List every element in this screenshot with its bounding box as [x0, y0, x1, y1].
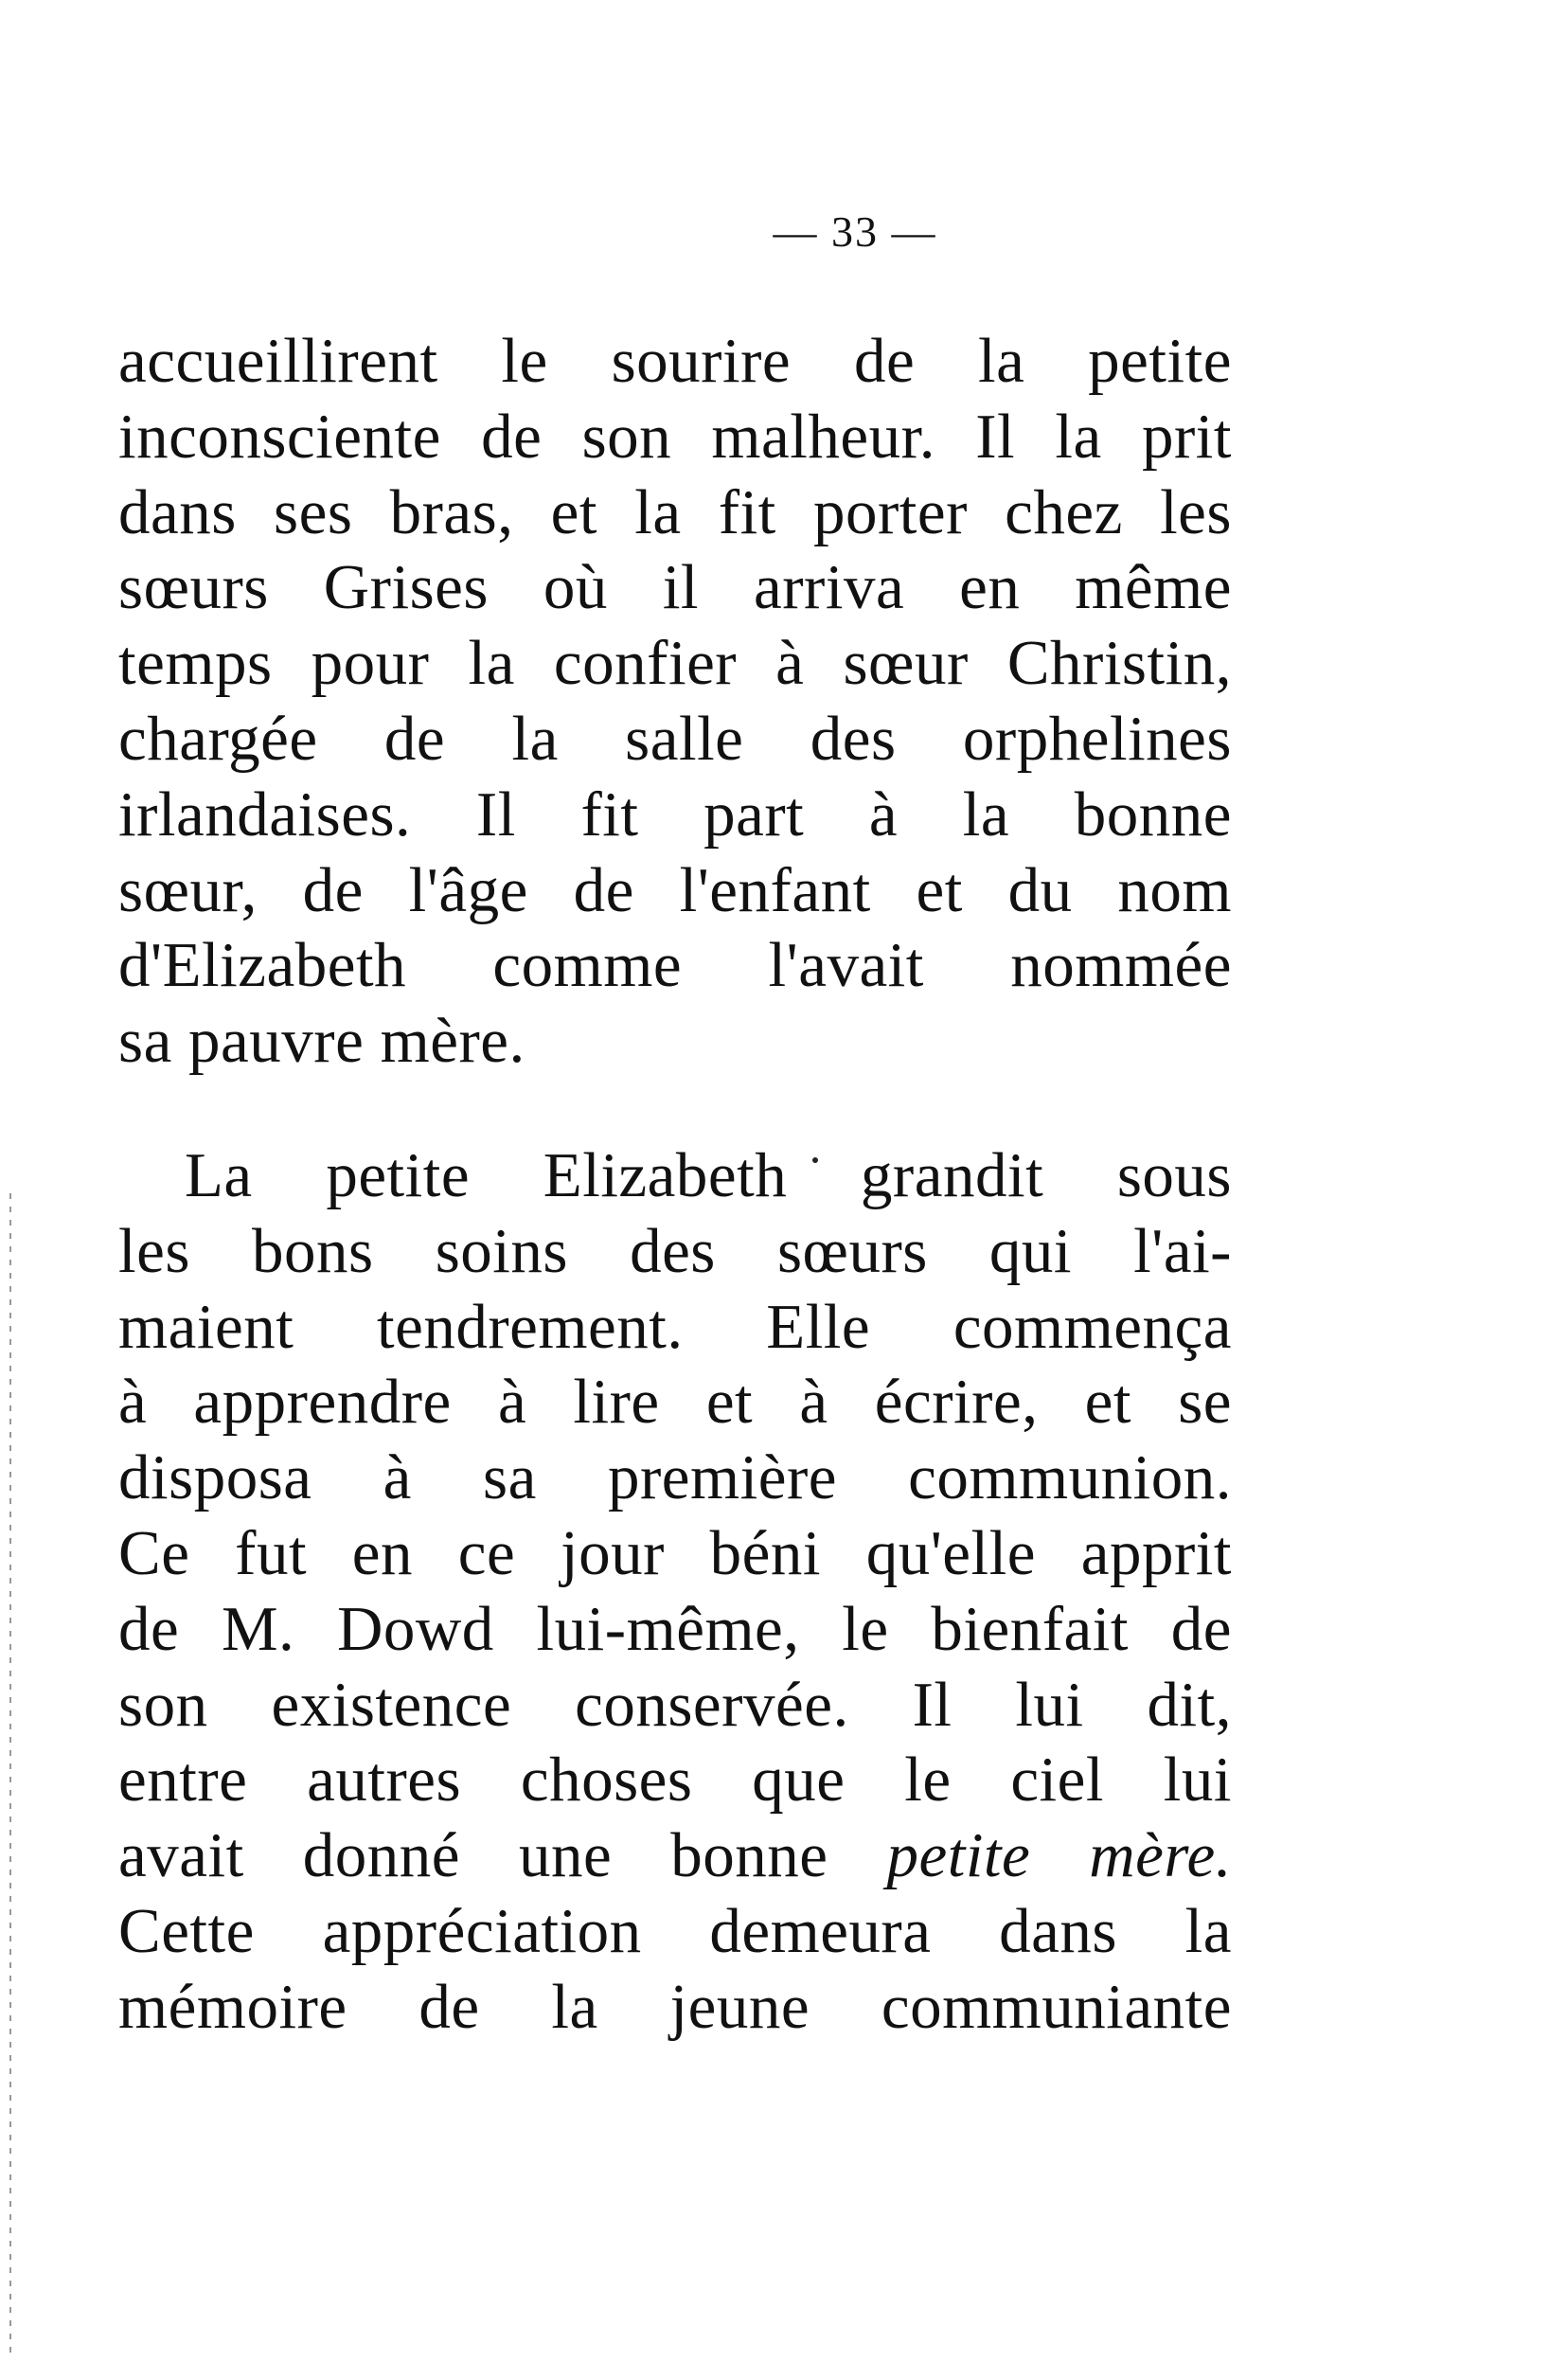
text-line: accueillirent le sourire de la petite — [118, 326, 1232, 396]
text-segment: avait donné une bonne — [118, 1820, 828, 1891]
text-line: mémoire de la jeune communiante — [118, 1971, 1232, 2042]
body-text — [118, 324, 1232, 2046]
text-line: disposa à sa première communion. — [118, 1442, 1232, 1513]
paragraph-gap — [118, 1080, 1232, 1138]
text-line: d'Elizabeth comme l'avait nommée — [118, 930, 1232, 1001]
text-line: La petite Elizabeth grandit sous — [185, 1139, 1232, 1210]
text-line: les bons soins des sœurs qui l'ai- — [118, 1215, 1232, 1286]
text-line: sœur, de l'âge de l'enfant et du nom — [118, 854, 1232, 925]
paragraph-1 — [118, 324, 1232, 1080]
text-line: Ce fut en ce jour béni qu'elle apprit — [118, 1517, 1232, 1588]
text-line: entre autres choses que le ciel lui — [118, 1745, 1232, 1816]
page-number — [0, 207, 1217, 256]
text-line: sœurs Grises où il arriva en même — [118, 552, 1232, 623]
text-line: de M. Dowd lui-même, le bienfait de — [118, 1593, 1232, 1664]
scan-margin-mark — [9, 1193, 11, 2358]
text-line: sa pauvre mère. — [118, 1006, 525, 1077]
text-line: temps pour la confier à sœur Christin, — [118, 628, 1232, 699]
text-line: maient tendrement. Elle commença — [118, 1291, 1232, 1362]
text-line: à apprendre à lire et à écrire, et se — [118, 1367, 1232, 1438]
text-line-with-emphasis — [118, 1818, 1232, 1894]
page-number-text: — 33 — — [773, 207, 937, 256]
text-line: Cette appréciation demeura dans la — [118, 1895, 1232, 1966]
text-line: irlandaises. Il fit part à la bonne — [118, 778, 1232, 850]
paragraph-2 — [118, 1138, 1232, 2046]
text-line: dans ses bras, et la fit porter chez les — [118, 476, 1232, 547]
emphasis-text: petite mère. — [886, 1820, 1232, 1891]
text-line: son existence conservée. Il lui dit, — [118, 1669, 1232, 1740]
text-line: chargée de la salle des orphelines — [118, 703, 1232, 774]
text-line: inconsciente de son malheur. Il la prit — [118, 401, 1232, 472]
